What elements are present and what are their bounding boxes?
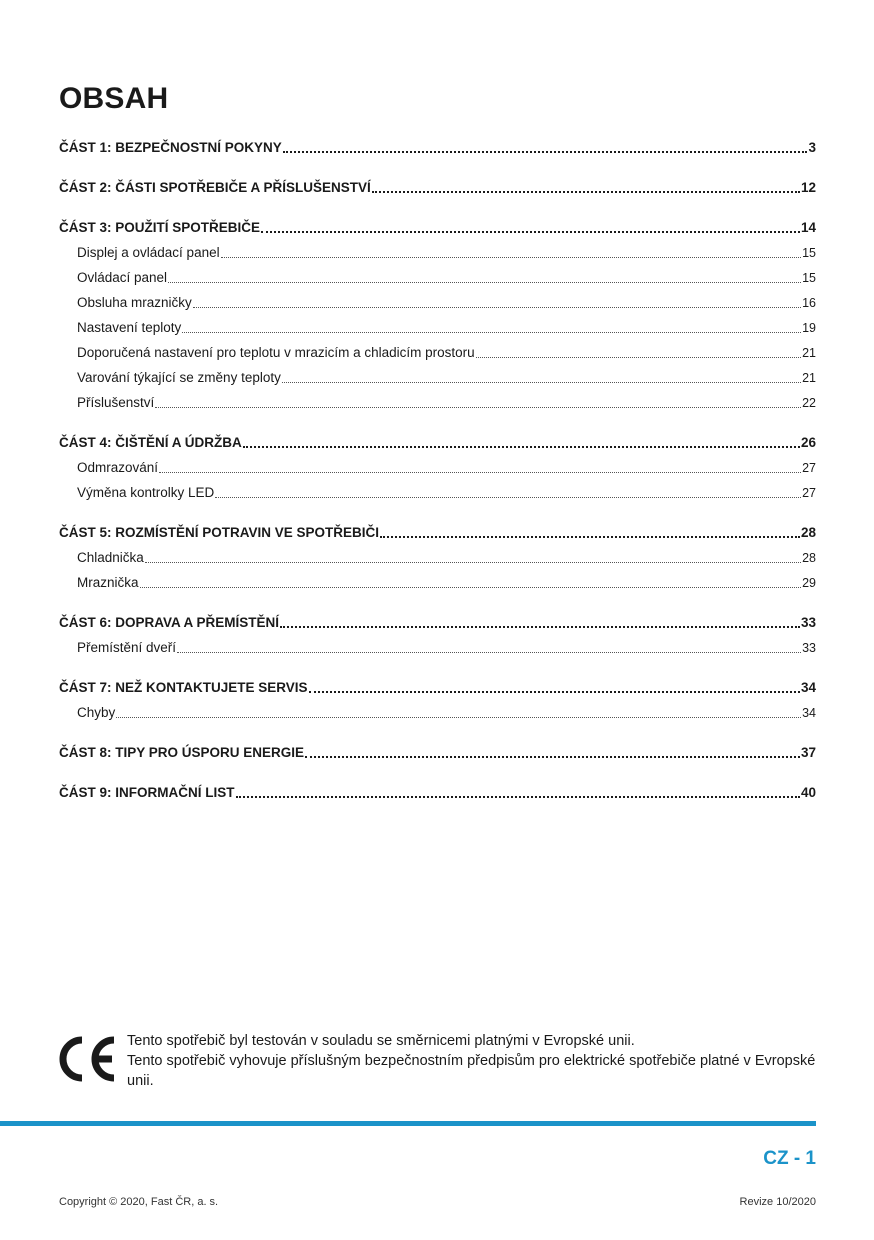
- toc-leader-dots: [177, 651, 801, 653]
- ce-mark-icon: [58, 1036, 118, 1082]
- toc-section[interactable]: [59, 433, 816, 453]
- toc-item-title: Chyby: [77, 705, 116, 720]
- toc-leader-dots: [305, 755, 800, 758]
- toc-page-number: 12: [800, 180, 816, 195]
- toc-item-title: Přemístění dveří: [77, 640, 177, 655]
- toc-leader-dots: [182, 331, 801, 333]
- toc-page-number: 26: [800, 435, 816, 450]
- toc-page-number: 33: [802, 641, 816, 655]
- footer-copyright: Copyright © 2020, Fast ČR, a. s.: [59, 1196, 219, 1208]
- toc-item[interactable]: [59, 573, 816, 593]
- toc-leader-dots: [243, 445, 800, 448]
- toc-item-title: Chladnička: [77, 550, 144, 565]
- toc-page-number: 33: [800, 615, 816, 630]
- toc-section-title: ČÁST 4: ČIŠTĚNÍ A ÚDRŽBA: [59, 435, 242, 450]
- toc-page-number: 34: [802, 706, 816, 720]
- toc-page-number: 21: [802, 371, 816, 385]
- toc-leader-dots: [280, 625, 800, 628]
- toc-item[interactable]: [59, 548, 816, 568]
- toc-section[interactable]: [59, 138, 816, 158]
- toc-section[interactable]: [59, 783, 816, 803]
- ce-notice-line-2: Tento spotřebič vyhovuje příslušným bezpečnostním předpisům pro elektrické spotřebiče platné v Evropské unii.: [127, 1053, 816, 1089]
- toc-item-title: Nastavení teploty: [77, 320, 182, 335]
- toc-item-title: Varování týkající se změny teploty: [77, 370, 281, 385]
- toc-leader-dots: [476, 356, 801, 358]
- toc-page-number: 28: [800, 525, 816, 540]
- toc-item[interactable]: [59, 293, 816, 313]
- toc-leader-dots: [159, 471, 801, 473]
- toc-section-title: ČÁST 1: BEZPEČNOSTNÍ POKYNY: [59, 140, 282, 155]
- toc-leader-dots: [236, 795, 800, 798]
- toc-leader-dots: [168, 281, 801, 283]
- toc-page-number: 16: [802, 296, 816, 310]
- toc-item-title: Mraznička: [77, 575, 139, 590]
- toc-section-title: ČÁST 7: NEŽ KONTAKTUJETE SERVIS: [59, 680, 308, 695]
- toc-leader-dots: [282, 381, 801, 383]
- ce-notice: [127, 1031, 817, 1091]
- toc-section[interactable]: [59, 613, 816, 633]
- toc-item[interactable]: [59, 268, 816, 288]
- toc-leader-dots: [309, 690, 800, 693]
- toc-item-title: Odmrazování: [77, 460, 159, 475]
- toc-page-number: 27: [802, 461, 816, 475]
- toc-page-number: 29: [802, 576, 816, 590]
- toc-section-title: ČÁST 2: ČÁSTI SPOTŘEBIČE A PŘÍSLUŠENSTVÍ: [59, 180, 371, 195]
- toc-page-number: 15: [802, 271, 816, 285]
- toc-leader-dots: [261, 230, 800, 233]
- toc-page-number: 34: [800, 680, 816, 695]
- page-number: CZ - 1: [763, 1148, 816, 1169]
- toc-section[interactable]: [59, 743, 816, 763]
- page-title: OBSAH: [59, 82, 169, 115]
- toc-item[interactable]: [59, 343, 816, 363]
- toc-item-title: Obsluha mrazničky: [77, 295, 192, 310]
- toc-item[interactable]: [59, 243, 816, 263]
- toc-leader-dots: [145, 561, 801, 563]
- toc-section[interactable]: [59, 523, 816, 543]
- footer-rule: [0, 1121, 816, 1126]
- toc-leader-dots: [380, 535, 800, 538]
- toc-section-title: ČÁST 3: POUŽITÍ SPOTŘEBIČE: [59, 220, 261, 235]
- toc-section-title: ČÁST 6: DOPRAVA A PŘEMÍSTĚNÍ: [59, 615, 280, 630]
- toc-item-title: Displej a ovládací panel: [77, 245, 220, 260]
- toc-leader-dots: [221, 256, 802, 258]
- toc-leader-dots: [140, 586, 802, 588]
- toc-section[interactable]: [59, 178, 816, 198]
- footer-revision: Revize 10/2020: [739, 1196, 816, 1208]
- toc-leader-dots: [372, 190, 800, 193]
- toc-page-number: 37: [800, 745, 816, 760]
- toc-leader-dots: [116, 716, 801, 718]
- toc-item[interactable]: [59, 458, 816, 478]
- toc-page-number: 27: [802, 486, 816, 500]
- toc-item[interactable]: [59, 368, 816, 388]
- toc-item[interactable]: [59, 483, 816, 503]
- toc-leader-dots: [155, 406, 801, 408]
- toc-page-number: 28: [802, 551, 816, 565]
- toc-item[interactable]: [59, 318, 816, 338]
- toc-page-number: 19: [802, 321, 816, 335]
- toc-page-number: 40: [800, 785, 816, 800]
- toc-item-title: Příslušenství: [77, 395, 155, 410]
- toc-item[interactable]: [59, 638, 816, 658]
- toc-section[interactable]: [59, 218, 816, 238]
- toc-page-number: 15: [802, 246, 816, 260]
- toc-item[interactable]: [59, 393, 816, 413]
- toc-section-title: ČÁST 5: ROZMÍSTĚNÍ POTRAVIN VE SPOTŘEBIČI: [59, 525, 380, 540]
- toc-item-title: Doporučená nastavení pro teplotu v mrazicím a chladicím prostoru: [77, 345, 475, 360]
- toc-section-title: ČÁST 9: INFORMAČNÍ LIST: [59, 785, 235, 800]
- toc-item-title: Ovládací panel: [77, 270, 168, 285]
- ce-notice-line-1: Tento spotřebič byl testován v souladu se směrnicemi platnými v Evropské unii.: [127, 1033, 635, 1049]
- toc-section[interactable]: [59, 678, 816, 698]
- toc-leader-dots: [215, 496, 801, 498]
- toc-page-number: 22: [802, 396, 816, 410]
- toc-item-title: Výměna kontrolky LED: [77, 485, 215, 500]
- toc-item[interactable]: [59, 703, 816, 723]
- toc-page-number: 14: [800, 220, 816, 235]
- toc-leader-dots: [193, 306, 801, 308]
- toc-section-title: ČÁST 8: TIPY PRO ÚSPORU ENERGIE: [59, 745, 305, 760]
- toc-page-number: 3: [808, 140, 816, 155]
- toc-leader-dots: [283, 150, 808, 153]
- toc-page-number: 21: [802, 346, 816, 360]
